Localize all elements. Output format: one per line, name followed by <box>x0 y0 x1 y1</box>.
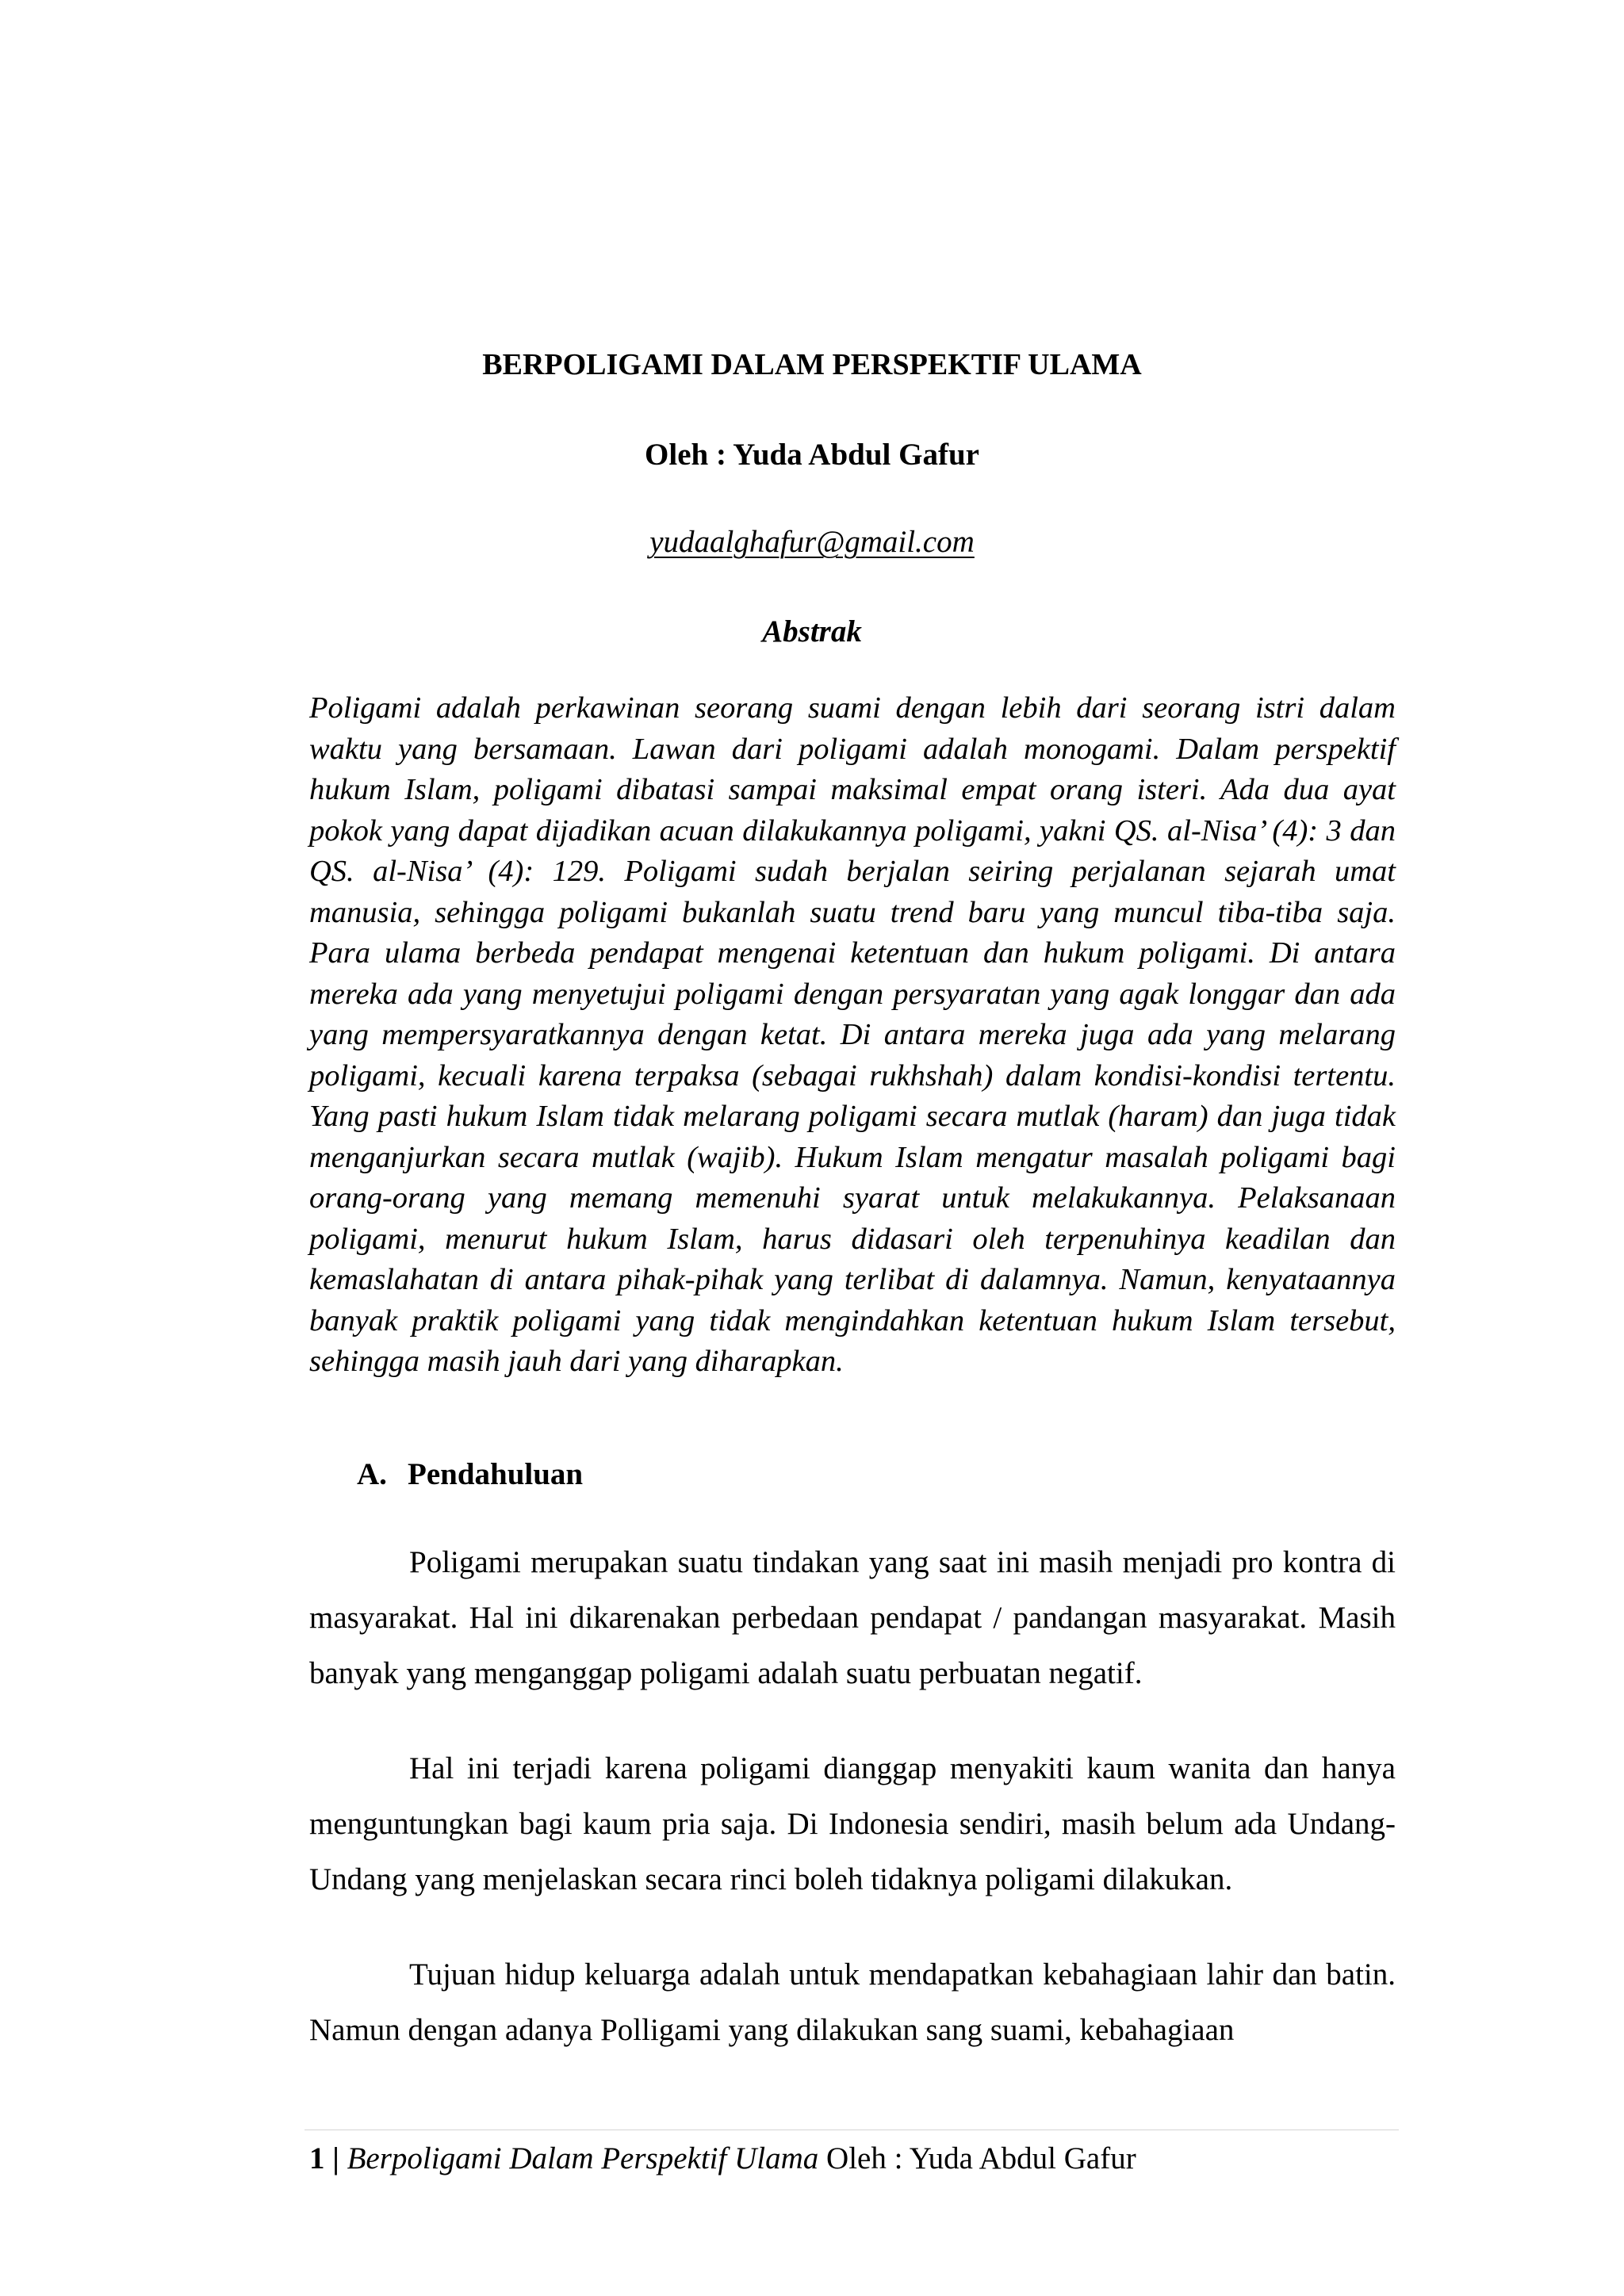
body-paragraph-1: Poligami merupakan suatu tindakan yang saat ini masih menjadi pro kontra di masyarakat. Hal ini dikarenakan perbedaan pendapat / pandangan masyarakat. Masih banyak yang menganggap poligami adalah suatu perbuatan negatif. <box>309 1545 1396 1690</box>
footer-title: Berpoligami Dalam Perspektif Ulama <box>347 2141 819 2175</box>
footer-separator: | <box>332 2141 339 2175</box>
section-number: A. <box>357 1457 387 1491</box>
body-paragraph-2: Hal ini terjadi karena poligami dianggap menyakiti kaum wanita dan hanya menguntungkan bagi kaum pria saja. Di Indonesia sendiri, masih belum ada Undang-Undang yang menjelaskan secara rinci boleh tidaknya poligami dilakukan. <box>309 1751 1396 1896</box>
body-paragraph-3: Tujuan hidup keluarga adalah untuk mendapatkan kebahagiaan lahir dan batin. Namun dengan adanya Polligami yang dilakukan sang suami, kebahagiaan <box>309 1957 1396 2047</box>
author-line: Oleh : Yuda Abdul Gafur <box>645 438 979 472</box>
paper-title: BERPOLIGAMI DALAM PERSPEKTIF ULAMA <box>482 348 1142 381</box>
abstract-heading: Abstrak <box>762 614 862 649</box>
page-footer <box>309 2140 1136 2178</box>
footer-author: Oleh : Yuda Abdul Gafur <box>826 2141 1136 2175</box>
abstract-text: Poligami adalah perkawinan seorang suami dengan lebih dari seorang istri dalam waktu yang bersamaan. Lawan dari poligami adalah monogami. Dalam perspektif hukum Islam, poligami dibatasi sampai maksimal empat orang isteri. Ada dua ayat pokok yang dapat dijadikan acuan dilakukannya poligami, yakni QS. al-Nisa’ (4): 3 dan QS. al-Nisa’ (4): 129. Poligami sudah berjalan seiring perjalanan sejarah umat manusia, sehingga poligami bukanlah suatu trend baru yang muncul tiba-tiba saja. Para ulama berbeda pendapat mengenai ketentuan dan hukum poligami. Di antara mereka ada yang menyetujui poligami dengan persyaratan yang agak longgar dan ada yang mempersyaratkannya dengan ketat. Di antara mereka juga ada yang melarang poligami, kecuali karena terpaksa (sebagai rukhshah) dalam kondisi-kondisi tertentu. Yang pasti hukum Islam tidak melarang poligami secara mutlak (haram) dan juga tidak menganjurkan secara mutlak (wajib). Hukum Islam mengatur masalah poligami bagi orang-orang yang memang memenuhi syarat untuk melakukannya. Pelaksanaan poligami, menurut hukum Islam, harus didasari oleh terpenuhinya keadilan dan kemaslahatan di antara pihak-pihak yang terlibat di dalamnya. Namun, kenyataannya banyak praktik poligami yang tidak mengindahkan ketentuan hukum Islam tersebut, sehingga masih jauh dari yang diharapkan. <box>309 691 1396 1378</box>
footer-page-number: 1 <box>309 2141 325 2175</box>
author-email-link[interactable]: yudaalghafur@gmail.com <box>649 525 975 559</box>
section-title: Pendahuluan <box>408 1457 584 1491</box>
section-heading <box>357 1456 583 1494</box>
